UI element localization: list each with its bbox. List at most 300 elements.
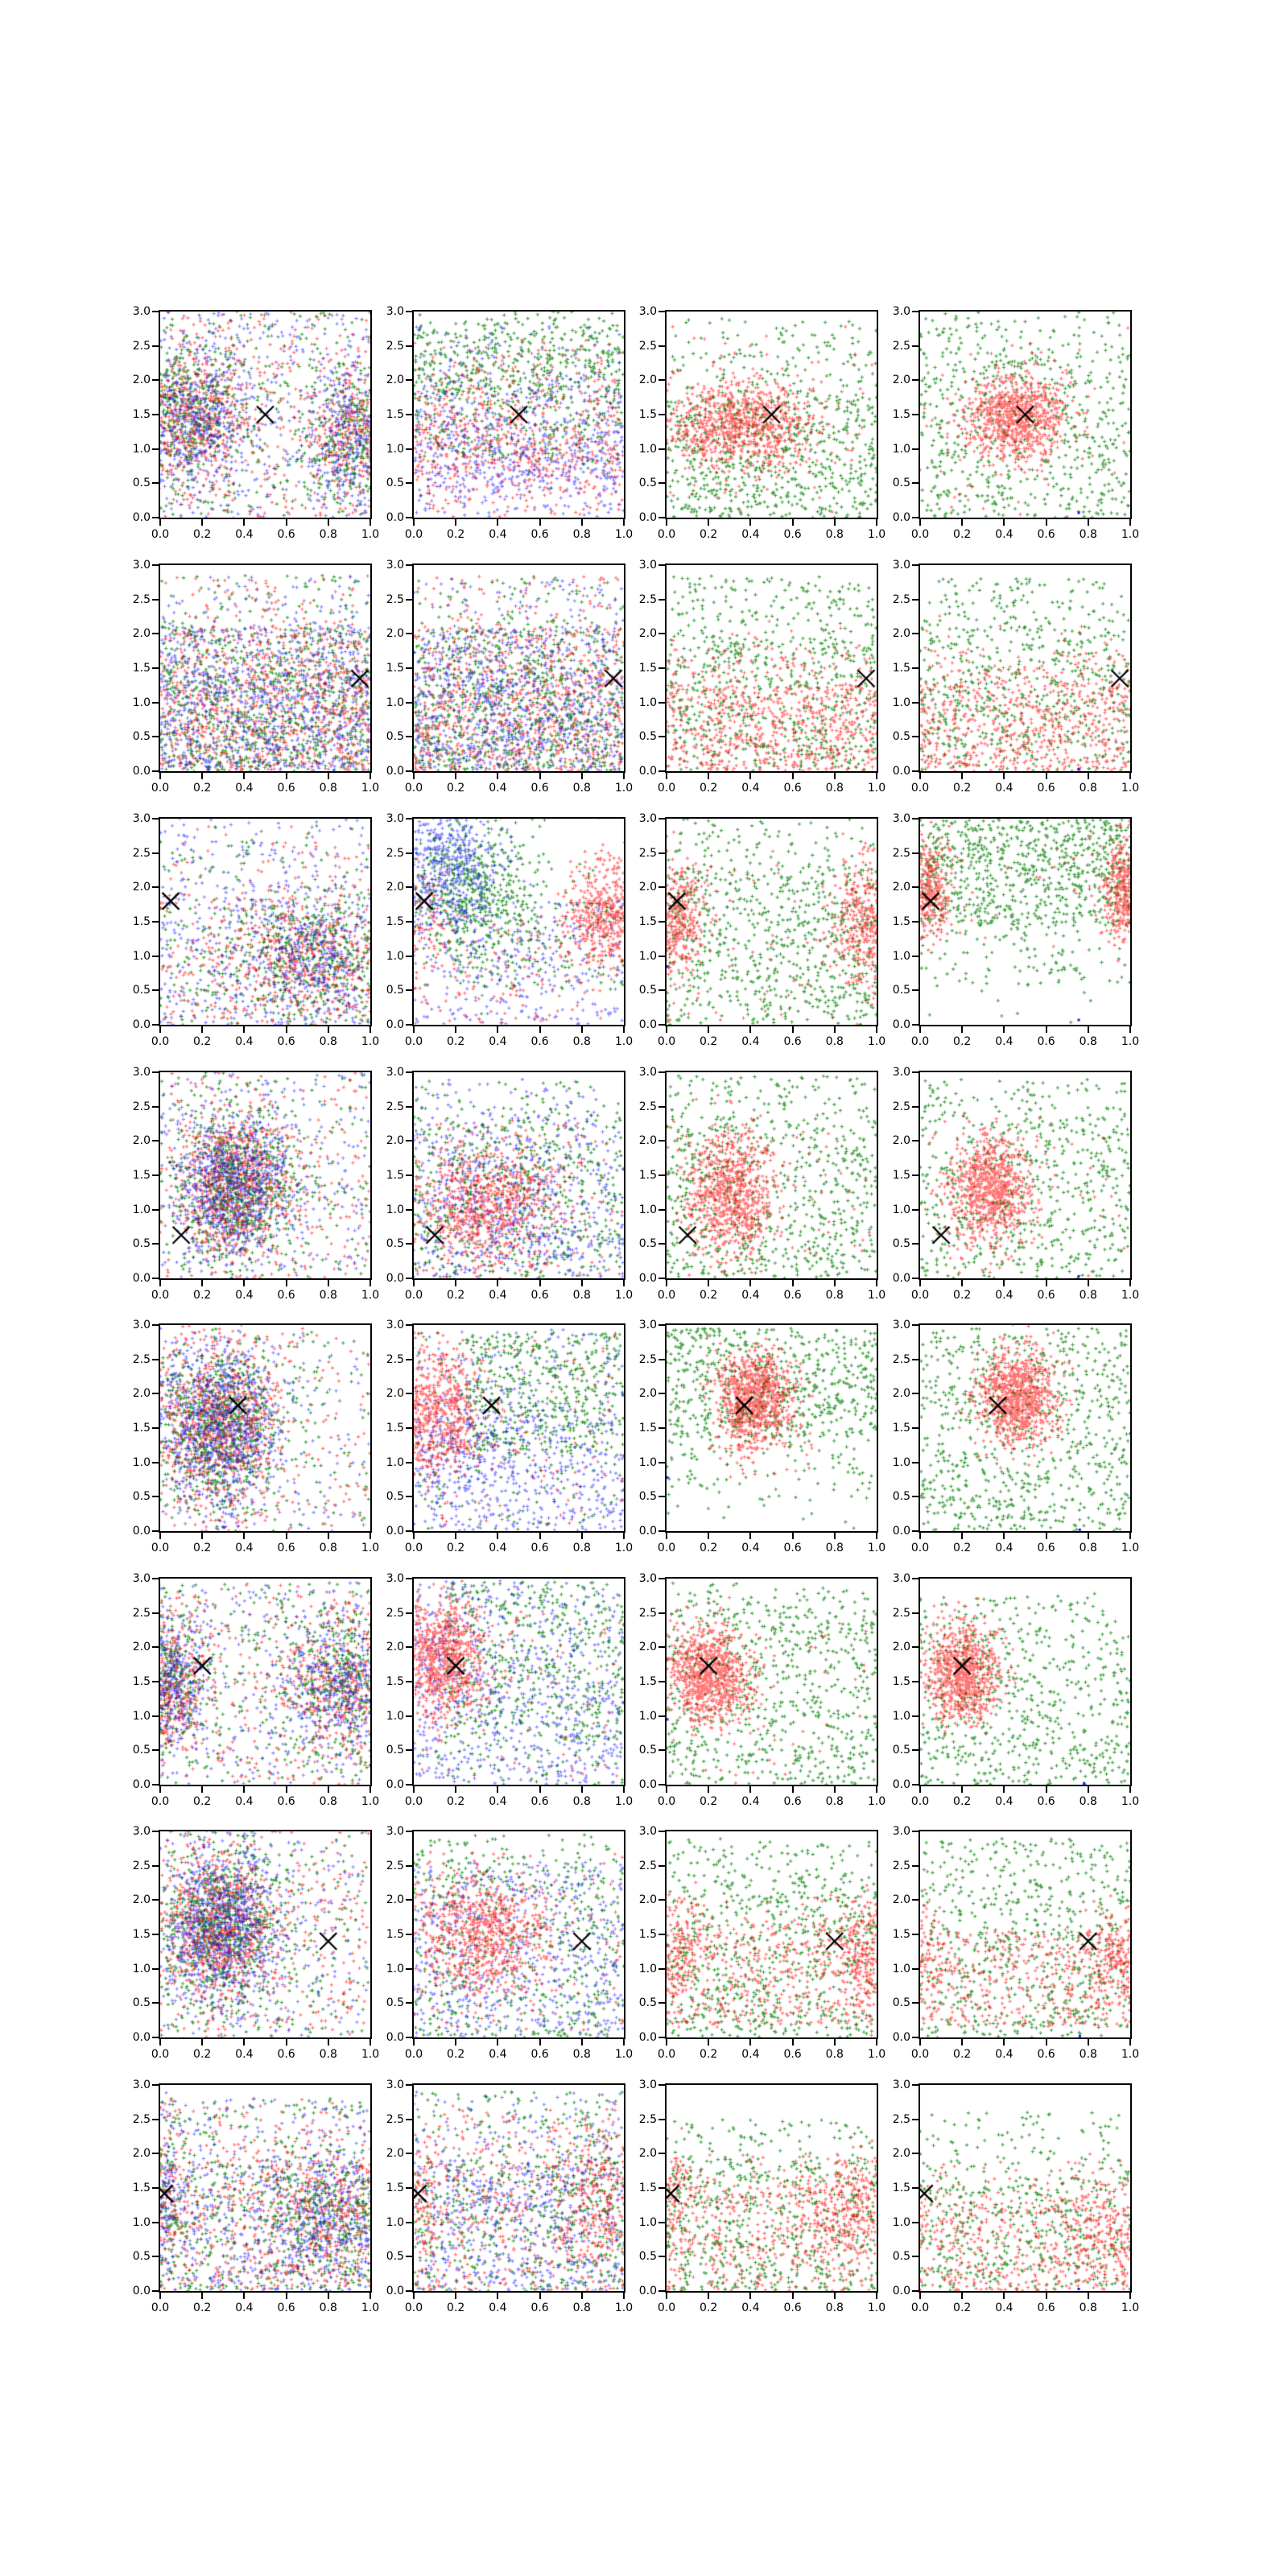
y-tick — [912, 2037, 919, 2038]
y-tick — [912, 1174, 919, 1176]
x-tick — [919, 2293, 921, 2299]
x-tick-label: 0.2 — [193, 2301, 212, 2314]
y-tick — [912, 1749, 919, 1751]
y-tick-label: 2.0 — [386, 2147, 404, 2161]
y-tick-label: 1.0 — [638, 1709, 657, 1723]
y-tick — [912, 2187, 919, 2189]
x-tick-label: 0.2 — [953, 782, 972, 795]
y-tick-label: 0.5 — [132, 984, 151, 997]
y-tick-label: 1.0 — [386, 1203, 404, 1216]
y-tick-label: 0.5 — [386, 1996, 404, 2010]
y-tick-label: 0.5 — [638, 1744, 657, 1757]
x-tick-label: 0.4 — [235, 2301, 254, 2314]
y-tick — [152, 311, 159, 312]
scatter-canvas — [920, 565, 1130, 771]
y-tick-label: 2.0 — [892, 881, 910, 894]
y-tick-label: 1.0 — [638, 949, 657, 963]
x-tick-label: 0.2 — [700, 2301, 718, 2314]
y-tick — [152, 1209, 159, 1211]
x-tick — [876, 1786, 877, 1793]
y-tick-label: 0.5 — [386, 1490, 404, 1504]
y-tick — [152, 770, 159, 772]
x-tick — [749, 1280, 751, 1286]
y-tick-label: 0.5 — [132, 1744, 151, 1757]
x-tick-label: 0.0 — [657, 2301, 676, 2314]
x-tick-label: 0.2 — [700, 1542, 718, 1554]
y-tick — [658, 2290, 665, 2292]
y-tick-label: 1.5 — [132, 408, 151, 421]
y-tick-label: 0.5 — [132, 1490, 151, 1504]
y-tick-label: 3.0 — [638, 305, 657, 318]
y-tick-label: 1.0 — [892, 2215, 910, 2229]
y-tick-label: 0.0 — [132, 2285, 151, 2297]
y-tick — [406, 2256, 412, 2257]
y-tick-label: 1.0 — [132, 1709, 151, 1723]
y-tick-label: 1.5 — [386, 1928, 404, 1941]
y-tick — [406, 633, 412, 634]
y-tick — [658, 345, 665, 347]
x-tick-label: 0.8 — [572, 2301, 591, 2314]
y-tick-label: 3.0 — [892, 2079, 910, 2091]
scatter-canvas — [667, 1831, 877, 2037]
x-tick-label: 0.0 — [910, 1542, 930, 1554]
y-tick-label: 0.5 — [892, 984, 910, 997]
y-tick — [406, 1071, 412, 1073]
y-tick-label: 0.0 — [892, 1018, 910, 1031]
y-tick — [658, 311, 665, 312]
x-tick — [708, 1026, 709, 1033]
y-tick — [152, 1359, 159, 1360]
y-tick — [912, 2222, 919, 2223]
x-tick — [497, 1786, 498, 1793]
x-tick — [1003, 2039, 1005, 2046]
y-tick — [658, 1071, 665, 1073]
y-tick-label: 1.5 — [386, 1675, 404, 1688]
x-tick — [623, 1280, 625, 1286]
y-tick — [152, 2290, 159, 2292]
x-tick-label: 0.8 — [1079, 1035, 1097, 1048]
y-tick — [406, 1968, 412, 1970]
x-tick — [201, 519, 203, 526]
x-tick — [286, 1786, 287, 1793]
y-tick — [406, 599, 412, 601]
y-tick — [152, 345, 159, 347]
x-tick — [581, 1280, 583, 1286]
y-tick-label: 0.0 — [386, 2031, 404, 2044]
x-tick-label: 0.8 — [1079, 2048, 1097, 2061]
y-tick — [658, 2153, 665, 2154]
x-tick-label: 0.8 — [825, 1035, 844, 1048]
y-tick-label: 1.5 — [892, 2182, 910, 2194]
x-tick-label: 0.0 — [910, 528, 930, 541]
y-tick-label: 2.0 — [892, 1893, 910, 1907]
x-tick — [413, 1533, 415, 1539]
y-tick-label: 0.0 — [892, 2031, 910, 2044]
y-tick — [658, 1865, 665, 1867]
scatter-canvas — [920, 819, 1130, 1025]
y-tick-label: 0.0 — [386, 1018, 404, 1031]
x-tick — [497, 1026, 498, 1033]
y-tick-label: 2.0 — [638, 2147, 657, 2161]
x-tick — [708, 519, 709, 526]
scatter-canvas — [160, 2085, 370, 2291]
y-tick-label: 3.0 — [132, 305, 151, 318]
x-tick-label: 0.4 — [995, 2048, 1013, 2061]
x-tick-label: 0.6 — [530, 782, 549, 795]
x-tick-label: 0.6 — [277, 528, 295, 541]
scatter-canvas — [920, 1579, 1130, 1785]
y-tick — [152, 517, 159, 518]
y-tick-label: 2.5 — [892, 846, 910, 860]
x-tick-label: 0.0 — [657, 528, 676, 541]
scatter-canvas — [667, 1325, 877, 1531]
y-tick-label: 0.5 — [386, 1237, 404, 1251]
x-tick — [749, 773, 751, 779]
x-tick — [1046, 2039, 1047, 2046]
x-tick — [876, 1533, 877, 1539]
x-tick-label: 0.2 — [953, 1289, 972, 1302]
x-tick — [623, 1533, 625, 1539]
y-tick — [912, 448, 919, 450]
y-tick-label: 0.0 — [386, 1778, 404, 1791]
y-tick-label: 0.0 — [638, 1778, 657, 1791]
x-tick-label: 0.4 — [235, 1795, 254, 1808]
y-tick-label: 3.0 — [638, 812, 657, 825]
y-tick — [406, 345, 412, 347]
y-tick-label: 0.5 — [638, 984, 657, 997]
x-tick — [1129, 2039, 1131, 2046]
y-tick-label: 2.5 — [132, 1606, 151, 1620]
y-tick — [658, 2037, 665, 2038]
y-tick-label: 1.0 — [638, 1455, 657, 1469]
y-tick-label: 2.0 — [132, 1641, 151, 1654]
x-tick — [539, 1280, 541, 1286]
y-tick-label: 0.5 — [638, 477, 657, 490]
y-tick — [912, 1359, 919, 1360]
y-tick — [658, 1578, 665, 1579]
x-tick-label: 0.0 — [910, 1035, 930, 1048]
x-tick-label: 0.0 — [404, 2301, 423, 2314]
y-tick — [658, 1024, 665, 1026]
x-tick-label: 1.0 — [614, 782, 634, 795]
y-tick — [406, 2222, 412, 2223]
x-tick-label: 0.4 — [741, 528, 760, 541]
x-tick-label: 1.0 — [614, 2301, 634, 2314]
x-tick-label: 0.2 — [953, 1795, 972, 1808]
y-tick — [152, 702, 159, 704]
x-tick — [413, 2293, 415, 2299]
y-tick — [406, 667, 412, 669]
y-tick — [658, 414, 665, 415]
x-tick-label: 0.4 — [995, 1289, 1013, 1302]
scatter-canvas — [920, 2085, 1130, 2291]
y-tick — [912, 1462, 919, 1463]
y-tick — [152, 1393, 159, 1394]
y-tick-label: 1.5 — [386, 1422, 404, 1435]
subplot-r3c1 — [132, 812, 380, 1048]
x-tick-label: 1.0 — [867, 782, 886, 795]
x-tick — [413, 1026, 415, 1033]
x-tick — [1129, 519, 1131, 526]
subplot-r4c3 — [638, 1066, 886, 1302]
y-tick — [406, 1278, 412, 1279]
x-tick-label: 0.0 — [657, 1542, 676, 1554]
y-tick — [912, 2119, 919, 2120]
x-tick — [749, 1026, 751, 1033]
y-tick-label: 1.5 — [132, 662, 151, 675]
x-tick — [876, 2293, 877, 2299]
x-tick-label: 0.8 — [825, 2048, 844, 2061]
y-tick-label: 3.0 — [132, 559, 151, 572]
y-tick-label: 0.0 — [132, 765, 151, 778]
x-tick-label: 0.4 — [489, 528, 507, 541]
y-tick-label: 1.5 — [892, 1422, 910, 1435]
y-tick-label: 2.0 — [638, 1387, 657, 1401]
y-tick-label: 3.0 — [892, 305, 910, 318]
subplot-r5c4 — [892, 1319, 1140, 1554]
y-tick-label: 1.0 — [132, 1455, 151, 1469]
y-tick-label: 0.0 — [638, 1525, 657, 1538]
x-tick-label: 0.0 — [151, 2048, 170, 2061]
x-tick — [876, 1026, 877, 1033]
x-tick — [834, 1026, 836, 1033]
x-tick-label: 0.8 — [825, 1289, 844, 1302]
x-tick-label: 0.6 — [1037, 2048, 1055, 2061]
x-tick-label: 0.4 — [741, 1289, 760, 1302]
y-tick — [912, 1209, 919, 1211]
x-tick — [497, 1533, 498, 1539]
x-tick-label: 1.0 — [1121, 1542, 1140, 1554]
y-tick-label: 0.5 — [892, 1237, 910, 1251]
y-tick — [406, 1749, 412, 1751]
y-tick-label: 1.5 — [386, 662, 404, 675]
y-tick-label: 3.0 — [892, 1319, 910, 1331]
x-tick — [961, 1280, 963, 1286]
y-tick-label: 2.0 — [132, 2147, 151, 2161]
y-tick — [152, 1681, 159, 1682]
x-tick — [708, 2293, 709, 2299]
x-tick-label: 0.6 — [277, 1289, 295, 1302]
y-tick — [406, 1496, 412, 1497]
x-tick-label: 0.8 — [1079, 1289, 1097, 1302]
y-tick-label: 2.5 — [638, 1352, 657, 1366]
x-tick — [666, 2039, 667, 2046]
x-tick — [792, 1786, 794, 1793]
x-tick — [497, 1280, 498, 1286]
x-tick — [1003, 1533, 1005, 1539]
y-tick — [152, 2037, 159, 2038]
x-tick — [286, 773, 287, 779]
y-tick-label: 1.0 — [638, 1962, 657, 1975]
x-tick — [1088, 2039, 1089, 2046]
y-tick-label: 0.0 — [892, 1778, 910, 1791]
x-tick-label: 0.4 — [235, 528, 254, 541]
y-tick — [406, 736, 412, 737]
subplot-r8c3 — [638, 2079, 886, 2314]
y-tick-label: 3.0 — [132, 1066, 151, 1079]
y-tick — [152, 1427, 159, 1429]
y-tick-label: 1.5 — [638, 662, 657, 675]
x-tick — [919, 1533, 921, 1539]
x-tick-label: 0.6 — [1037, 2301, 1055, 2314]
y-tick — [912, 599, 919, 601]
x-tick-label: 0.4 — [995, 1035, 1013, 1048]
y-tick — [658, 956, 665, 957]
x-tick-label: 0.4 — [995, 782, 1013, 795]
x-tick-label: 0.2 — [193, 1542, 212, 1554]
x-tick — [243, 2293, 245, 2299]
y-tick — [152, 564, 159, 566]
x-tick — [1046, 1280, 1047, 1286]
x-tick-label: 1.0 — [1121, 1289, 1140, 1302]
y-tick — [406, 517, 412, 518]
scatter-canvas — [920, 312, 1130, 518]
x-tick — [919, 1026, 921, 1033]
y-tick-label: 0.5 — [892, 730, 910, 744]
x-tick — [792, 1533, 794, 1539]
x-tick-label: 1.0 — [1121, 782, 1140, 795]
x-tick-label: 1.0 — [361, 1542, 380, 1554]
y-tick-label: 3.0 — [638, 1066, 657, 1079]
x-tick — [623, 1786, 625, 1793]
y-tick — [912, 736, 919, 737]
x-tick-label: 0.0 — [151, 528, 170, 541]
y-tick-label: 3.0 — [892, 812, 910, 825]
x-tick-label: 0.0 — [404, 1542, 423, 1554]
y-tick — [912, 1106, 919, 1108]
x-tick — [1129, 1786, 1131, 1793]
x-tick — [581, 1026, 583, 1033]
y-tick-label: 2.5 — [638, 1100, 657, 1113]
y-tick-label: 3.0 — [638, 1572, 657, 1585]
x-tick — [328, 519, 329, 526]
x-tick-label: 0.6 — [530, 1035, 549, 1048]
x-tick-label: 0.6 — [530, 2301, 549, 2314]
y-tick-label: 1.5 — [638, 1422, 657, 1435]
y-tick-label: 1.5 — [132, 1169, 151, 1182]
y-tick — [406, 989, 412, 991]
subplot-r3c3 — [638, 812, 886, 1048]
y-tick — [152, 1243, 159, 1245]
y-tick-label: 1.0 — [132, 1962, 151, 1975]
x-tick — [455, 1280, 456, 1286]
x-tick-label: 0.4 — [741, 2048, 760, 2061]
y-tick — [152, 1899, 159, 1901]
y-tick — [406, 1865, 412, 1867]
y-tick — [658, 448, 665, 450]
y-tick-label: 3.0 — [892, 1572, 910, 1585]
y-tick — [658, 2002, 665, 2004]
y-tick-label: 0.5 — [132, 2250, 151, 2264]
x-tick-label: 0.0 — [404, 1035, 423, 1048]
x-tick — [243, 519, 245, 526]
y-tick — [912, 1393, 919, 1394]
y-tick-label: 2.0 — [386, 374, 404, 387]
y-tick — [152, 1530, 159, 1532]
y-tick — [658, 1174, 665, 1176]
x-tick — [708, 2039, 709, 2046]
y-tick-label: 0.5 — [386, 1744, 404, 1757]
y-tick-label: 1.5 — [892, 408, 910, 421]
subplot-r6c4 — [892, 1572, 1140, 1808]
x-tick-label: 0.0 — [910, 2048, 930, 2061]
x-tick-label: 0.0 — [657, 782, 676, 795]
x-tick-label: 0.4 — [741, 2301, 760, 2314]
y-tick-label: 1.0 — [132, 696, 151, 709]
x-tick — [792, 773, 794, 779]
subplot-r6c2 — [386, 1572, 634, 1808]
x-tick — [666, 1533, 667, 1539]
y-tick-label: 0.5 — [132, 1237, 151, 1251]
y-tick-label: 0.5 — [132, 730, 151, 744]
y-tick — [912, 2084, 919, 2086]
x-tick-label: 0.8 — [572, 1035, 591, 1048]
y-tick — [406, 1578, 412, 1579]
x-tick-label: 1.0 — [361, 528, 380, 541]
y-tick — [152, 852, 159, 854]
x-tick-label: 0.0 — [404, 528, 423, 541]
x-tick — [369, 1026, 371, 1033]
x-tick-label: 0.0 — [151, 1542, 170, 1554]
y-tick — [152, 886, 159, 888]
subplot-r1c2 — [386, 305, 634, 541]
y-tick-label: 2.5 — [132, 1352, 151, 1366]
x-tick — [369, 773, 371, 779]
y-tick — [912, 1427, 919, 1429]
x-tick-label: 0.2 — [953, 2301, 972, 2314]
x-tick-label: 0.4 — [235, 2048, 254, 2061]
y-tick — [912, 1715, 919, 1717]
x-tick-label: 1.0 — [614, 1035, 634, 1048]
x-tick — [243, 1026, 245, 1033]
x-tick-label: 0.8 — [319, 1795, 337, 1808]
x-tick — [876, 2039, 877, 2046]
y-tick — [658, 1393, 665, 1394]
x-tick — [834, 2293, 836, 2299]
x-tick — [1046, 773, 1047, 779]
x-tick-label: 0.6 — [783, 1795, 802, 1808]
y-tick — [152, 989, 159, 991]
y-tick — [912, 956, 919, 957]
y-tick — [152, 414, 159, 415]
y-tick-label: 0.0 — [638, 1272, 657, 1285]
x-tick — [159, 1026, 161, 1033]
y-tick — [152, 448, 159, 450]
x-tick-label: 0.4 — [489, 2048, 507, 2061]
x-tick — [201, 1280, 203, 1286]
x-tick — [369, 519, 371, 526]
y-tick-label: 2.5 — [132, 592, 151, 606]
x-tick-label: 0.4 — [235, 1289, 254, 1302]
y-tick — [912, 1831, 919, 1832]
y-tick — [658, 989, 665, 991]
x-tick-label: 0.0 — [404, 2048, 423, 2061]
x-tick — [159, 1786, 161, 1793]
y-tick-label: 0.5 — [132, 477, 151, 490]
y-tick-label: 0.5 — [132, 1996, 151, 2010]
x-tick-label: 0.6 — [1037, 528, 1055, 541]
y-tick — [406, 1784, 412, 1785]
x-tick — [455, 773, 456, 779]
y-tick — [152, 921, 159, 923]
y-tick — [658, 667, 665, 669]
x-tick-label: 0.8 — [825, 1795, 844, 1808]
y-tick-label: 0.0 — [132, 2031, 151, 2044]
y-tick-label: 2.5 — [892, 592, 910, 606]
y-tick-label: 0.0 — [132, 511, 151, 524]
x-tick — [961, 773, 963, 779]
y-tick-label: 1.5 — [892, 1928, 910, 1941]
